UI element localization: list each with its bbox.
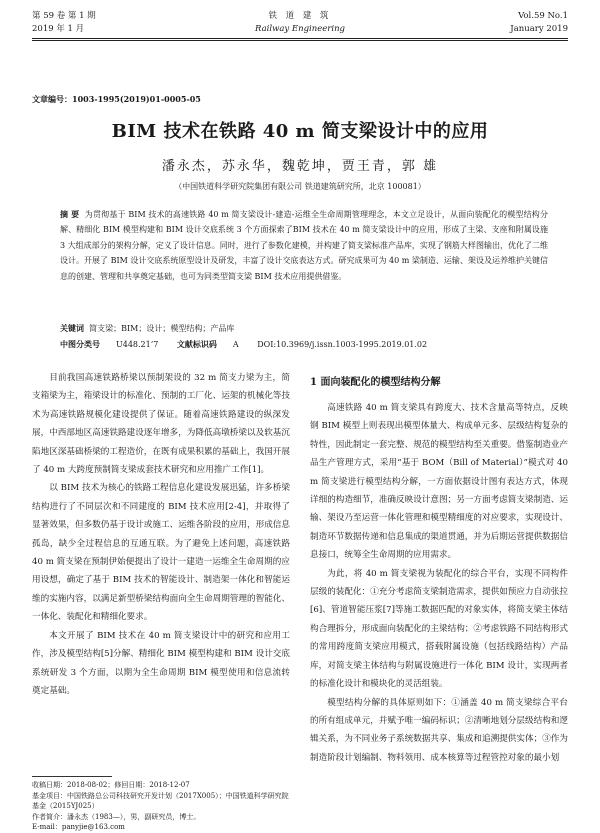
header-volume-en: Vol.59 No.1: [518, 11, 568, 21]
right-column: [310, 399, 568, 803]
clc-label: 中图分类号: [60, 339, 100, 349]
header-rule: [32, 38, 568, 39]
footnotes: [32, 780, 290, 833]
authors: 潘永杰，苏永华，魏乾坤，贾王青，郭 雄: [161, 159, 439, 174]
body-paragraph: 以 BIM 技术为核心的铁路工程信息化建设发展迅猛，许多桥梁结构进行了不同层次和不同建度的 BIM 技术应用[2-4]，并取得了显著效果，但多数仍基于设计或施工、运维各阶段的应用，形成信息孤岛，缺少全过程信息的互通互联。为了避免上述问题，高速铁路 40 m 简支梁在预制伊始便提出了设计一建造一运维全生命周期的应用设想，确定了基于 BIM 技术的智能设计、制造架一体化和智能运维的实施内容，以满足新型桥梁结构面向全生命周期管理的智能化、一体化、装配化和精细化要求。: [32, 483, 290, 623]
body-paragraph: 模型结构分解的具体原则如下：①涵盖 40 m 简支梁综合平台的所有组成单元，并赋予唯一编码标识；②清晰地划分层级结构和逻辑关系，为不同业务子系统数据共享、集成和追溯提供实体；③作为制造阶段计划编制、物料领用、成本核算等过程管控对象的最小划: [310, 697, 568, 763]
body-paragraph: 高速铁路 40 m 简支梁具有跨度大、技术含量高等特点，反映钢 BIM 模型上则表现出模型体量大、构成单元多、层级结构复杂的特性，因此制定一套完整、规范的模型结构至关重要。借鉴制造业产品生产管理方式，采用“基于 BOM（Bill of Material）”模式对 40 m 简支梁进行模型结构分解，一方面依据设计图有表达方式，体现详细的构造细节，准确反映设计意图；另一方面考虑简支梁制造、运输、架设乃至运营一体化管理和模型精细度的对应要求，实现设计、制造环节数据传递和信息集成的渠道贯通，并为后期运营提供数据信息接口，统筹全生命周期的应用需求。: [310, 403, 568, 561]
affiliation: （中国铁道科学研究院集团有限公司 铁道建筑研究所，北京 100081）: [174, 182, 426, 191]
footnote-email: E-mail：panyjie@163.com: [32, 823, 125, 831]
doi: DOI:10.3969/j.issn.1003-1995.2019.01.02: [257, 340, 428, 349]
section-heading: 1 面向装配化的模型结构分解: [310, 377, 441, 388]
header-journal-en: Railway Engineering: [254, 24, 346, 34]
footnote-rule: [32, 776, 112, 777]
keywords-label: 关键词: [60, 323, 84, 333]
keywords: [60, 323, 234, 334]
body-paragraph: 目前我国高速铁路桥梁以预制架设的 32 m 简支力梁为主，简支箱梁为主，箱梁设计的标准化、预制的工厂化、运架的机械化等技术为高速铁路规模化建设提供了保证。随着高速铁路建设的纵深发展，中西部地区高速铁路建设逐年增多，为降低高墩桥梁以及软基沉陷地区深基础桥梁的工程造价，在既有成果积累的基础上，我国开展了 40 m 大跨度预制简支梁成套技术研究和应用推广工作[1]。: [32, 373, 290, 476]
abstract-text: 为贯彻基于 BIM 技术的高速铁路 40 m 简支梁设计-建造-运维全生命周期管理理念，本文立足设计，从面向装配化的模型结构分解、精细化 BIM 模型构建和 BIM 设计交底系统 3 个方面探索了BIM 技术在 40 m 简支梁设计中的应用，形成了主梁、支座和附属设施 3 大组成部分的架构分解，定义了设计信息。同时，进行了参数化建模，并构建了简支梁标准产品库，实现了钢筋大样图输出，优化了二维设计。开展了 BIM 设计交底系统原型设计及研发，丰富了设计交底表达方式。研究成果可为 40 m 梁制造、运输、架设及运养维护关键信息的创建、管理和共享奠定基础，也可为同类型简支梁 BIM 技术应用提供借鉴。: [60, 210, 548, 281]
paper-title: BIM 技术在铁路 40 m 简支梁设计中的应用: [111, 121, 489, 142]
abstract-label: 摘 要: [60, 209, 80, 219]
header-volume-cn: 第 59 卷 第 1 期: [32, 11, 96, 21]
abstract: [60, 207, 548, 319]
header-date-cn: 2019 年 1 月: [32, 24, 85, 34]
doc-code-label: 文献标识码: [176, 339, 217, 349]
clc-value: U448.21’7: [116, 340, 159, 349]
footnote-received: 收稿日期：2018-08-02；修回日期：2018-12-07: [32, 781, 190, 789]
footnote-author: 作者简介：潘永杰（1983—），男，副研究员，博士。: [32, 812, 201, 821]
article-id: 文章编号：1003-1995(2019)01-0005-05: [32, 94, 201, 104]
keywords-text: 简支梁；BIM；设计；模型结构；产品库: [89, 324, 235, 333]
header-journal-cn: 铁 道 建 筑: [268, 11, 332, 21]
body-paragraph: 为此，将 40 m 简支梁视为装配化的综合平台，实现不同构件层级的装配化：①充分考虑简支梁制造需求，提供如预应力自动张拉[6]、管道智能压浆[7]等施工数据匹配的对象实体，将简支梁主体结构合理拆分，形成面向装配化的主梁结构；②考虑铁路不同结构形式的常用跨度简支梁应用模式，搭载附属设施（包括线路结构）产品库，对简支梁主体结构与附属设施进行一体化 BIM 设计，实现两者的标准化设计和模块化的灵活组装。: [310, 568, 568, 690]
header-rule-thin: [32, 40, 568, 41]
left-column: [32, 369, 290, 773]
classification: [60, 339, 443, 350]
doc-code-value: A: [232, 340, 239, 349]
header-date-en: January 2019: [510, 24, 568, 34]
body-paragraph: 本文开展了 BIM 技术在 40 m 简支梁设计中的研究和应用工作，涉及模型结构[5]分解、精细化 BIM 模型构建和 BIM 设计交底系统研发 3 个方面，以期为全生命周期 BIM 模型使用和信息流转奠定基础。: [32, 630, 290, 696]
footnote-funding: 基金项目：中国铁路总公司科技研究开发计划（2017X005）；中国铁道科学研究院基金（2015YJ025）: [32, 791, 289, 810]
